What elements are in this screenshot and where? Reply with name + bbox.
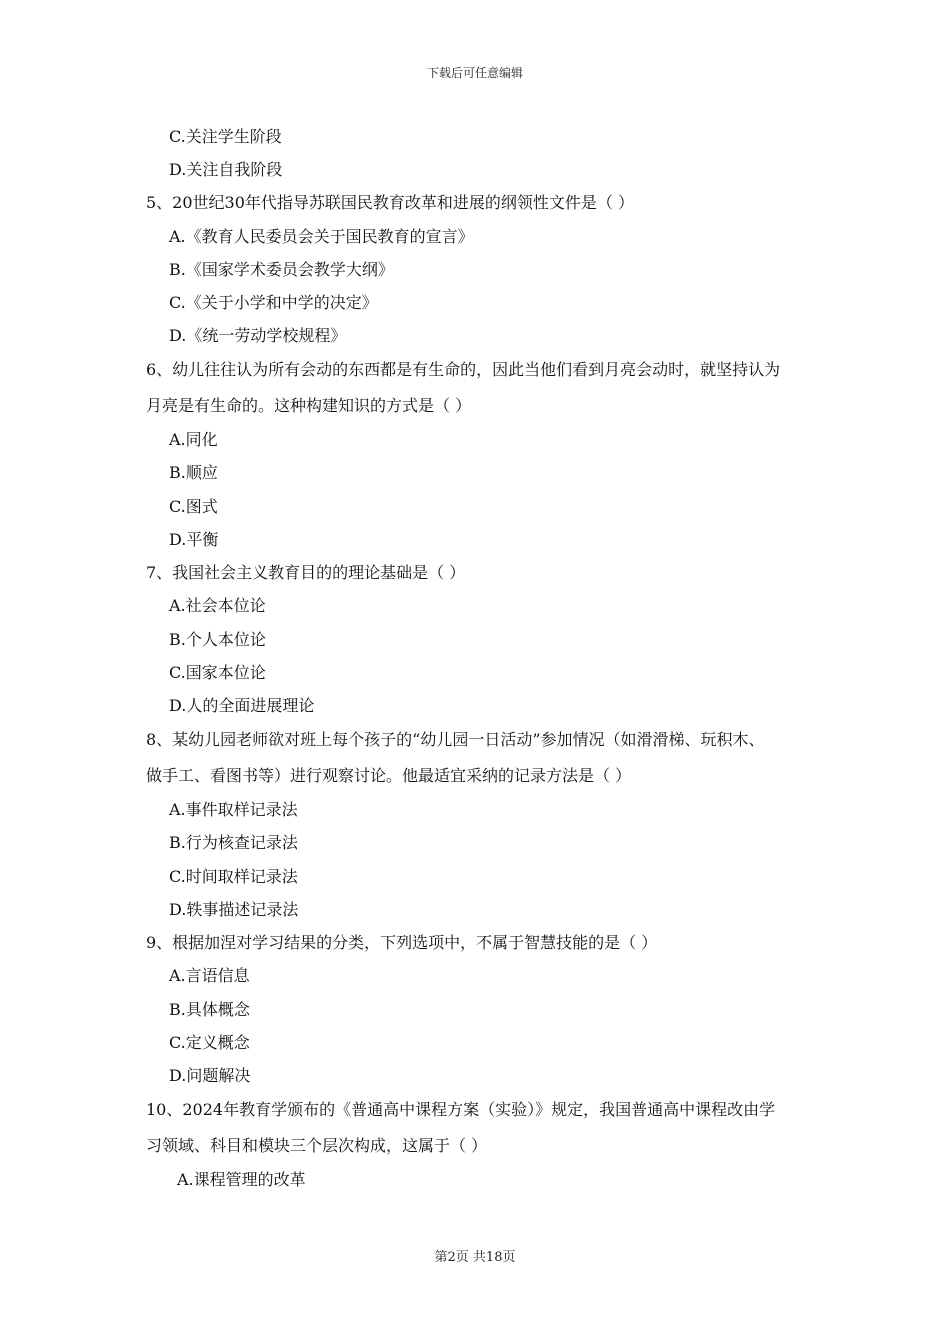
question-line: 7、我国社会主义教育目的的理论基础是（ ）: [146, 563, 466, 582]
question-line: 月亮是有生命的。这种构建知识的方式是（ ）: [146, 396, 472, 415]
option-line: A.《教育人民委员会关于国民教育的宣言》: [169, 227, 474, 246]
option-line: C.国家本位论: [169, 663, 266, 682]
question-line: 8、某幼儿园老师欲对班上每个孩子的“幼儿园一日活动”参加情况（如滑滑梯、玩积木、: [146, 730, 765, 749]
option-line: D.关注自我阶段: [169, 160, 283, 179]
option-line: A.言语信息: [169, 966, 250, 985]
option-line: B.《国家学术委员会教学大纲》: [169, 260, 394, 279]
option-line: C.关注学生阶段: [169, 127, 282, 146]
page-header: 下载后可任意编辑: [426, 66, 523, 80]
question-line: 9、根据加涅对学习结果的分类，下列选项中，不属于智慧技能的是（ ）: [146, 933, 658, 952]
option-line: D.人的全面进展理论: [169, 696, 315, 715]
option-line: C.《关于小学和中学的决定》: [169, 293, 378, 312]
option-line: B.顺应: [169, 463, 218, 482]
option-line: D.《统一劳动学校规程》: [169, 326, 347, 345]
option-line: B.行为核查记录法: [169, 833, 298, 852]
option-line: C.图式: [169, 497, 218, 516]
option-line: C.定义概念: [169, 1033, 250, 1052]
option-line: B.个人本位论: [169, 630, 266, 649]
option-line: A.事件取样记录法: [169, 800, 298, 819]
question-line: 5、20世纪30年代指导苏联国民教育改革和进展的纲领性文件是（ ）: [146, 193, 634, 212]
question-line: 做手工、看图书等）进行观察讨论。他最适宜采纳的记录方法是（ ）: [146, 766, 632, 785]
question-line: 6、幼儿往往认为所有会动的东西都是有生命的，因此当他们看到月亮会动时，就坚持认为: [146, 360, 781, 379]
option-line: A.社会本位论: [169, 596, 266, 615]
option-line: B.具体概念: [169, 1000, 250, 1019]
option-line: A.同化: [169, 430, 218, 449]
option-line: D.轶事描述记录法: [169, 900, 299, 919]
question-line: 习领域、科目和模块三个层次构成，这属于（ ）: [146, 1136, 488, 1155]
option-line: D.平衡: [169, 530, 219, 549]
option-line: A.课程管理的改革: [177, 1170, 306, 1189]
option-line: C.时间取样记录法: [169, 867, 298, 886]
page-footer: 第2页 共18页: [434, 1250, 516, 1265]
question-line: 10、2024年教育学颁布的《普通高中课程方案（实验）》规定，我国普通高中课程改由学: [146, 1100, 776, 1119]
option-line: D.问题解决: [169, 1066, 251, 1085]
